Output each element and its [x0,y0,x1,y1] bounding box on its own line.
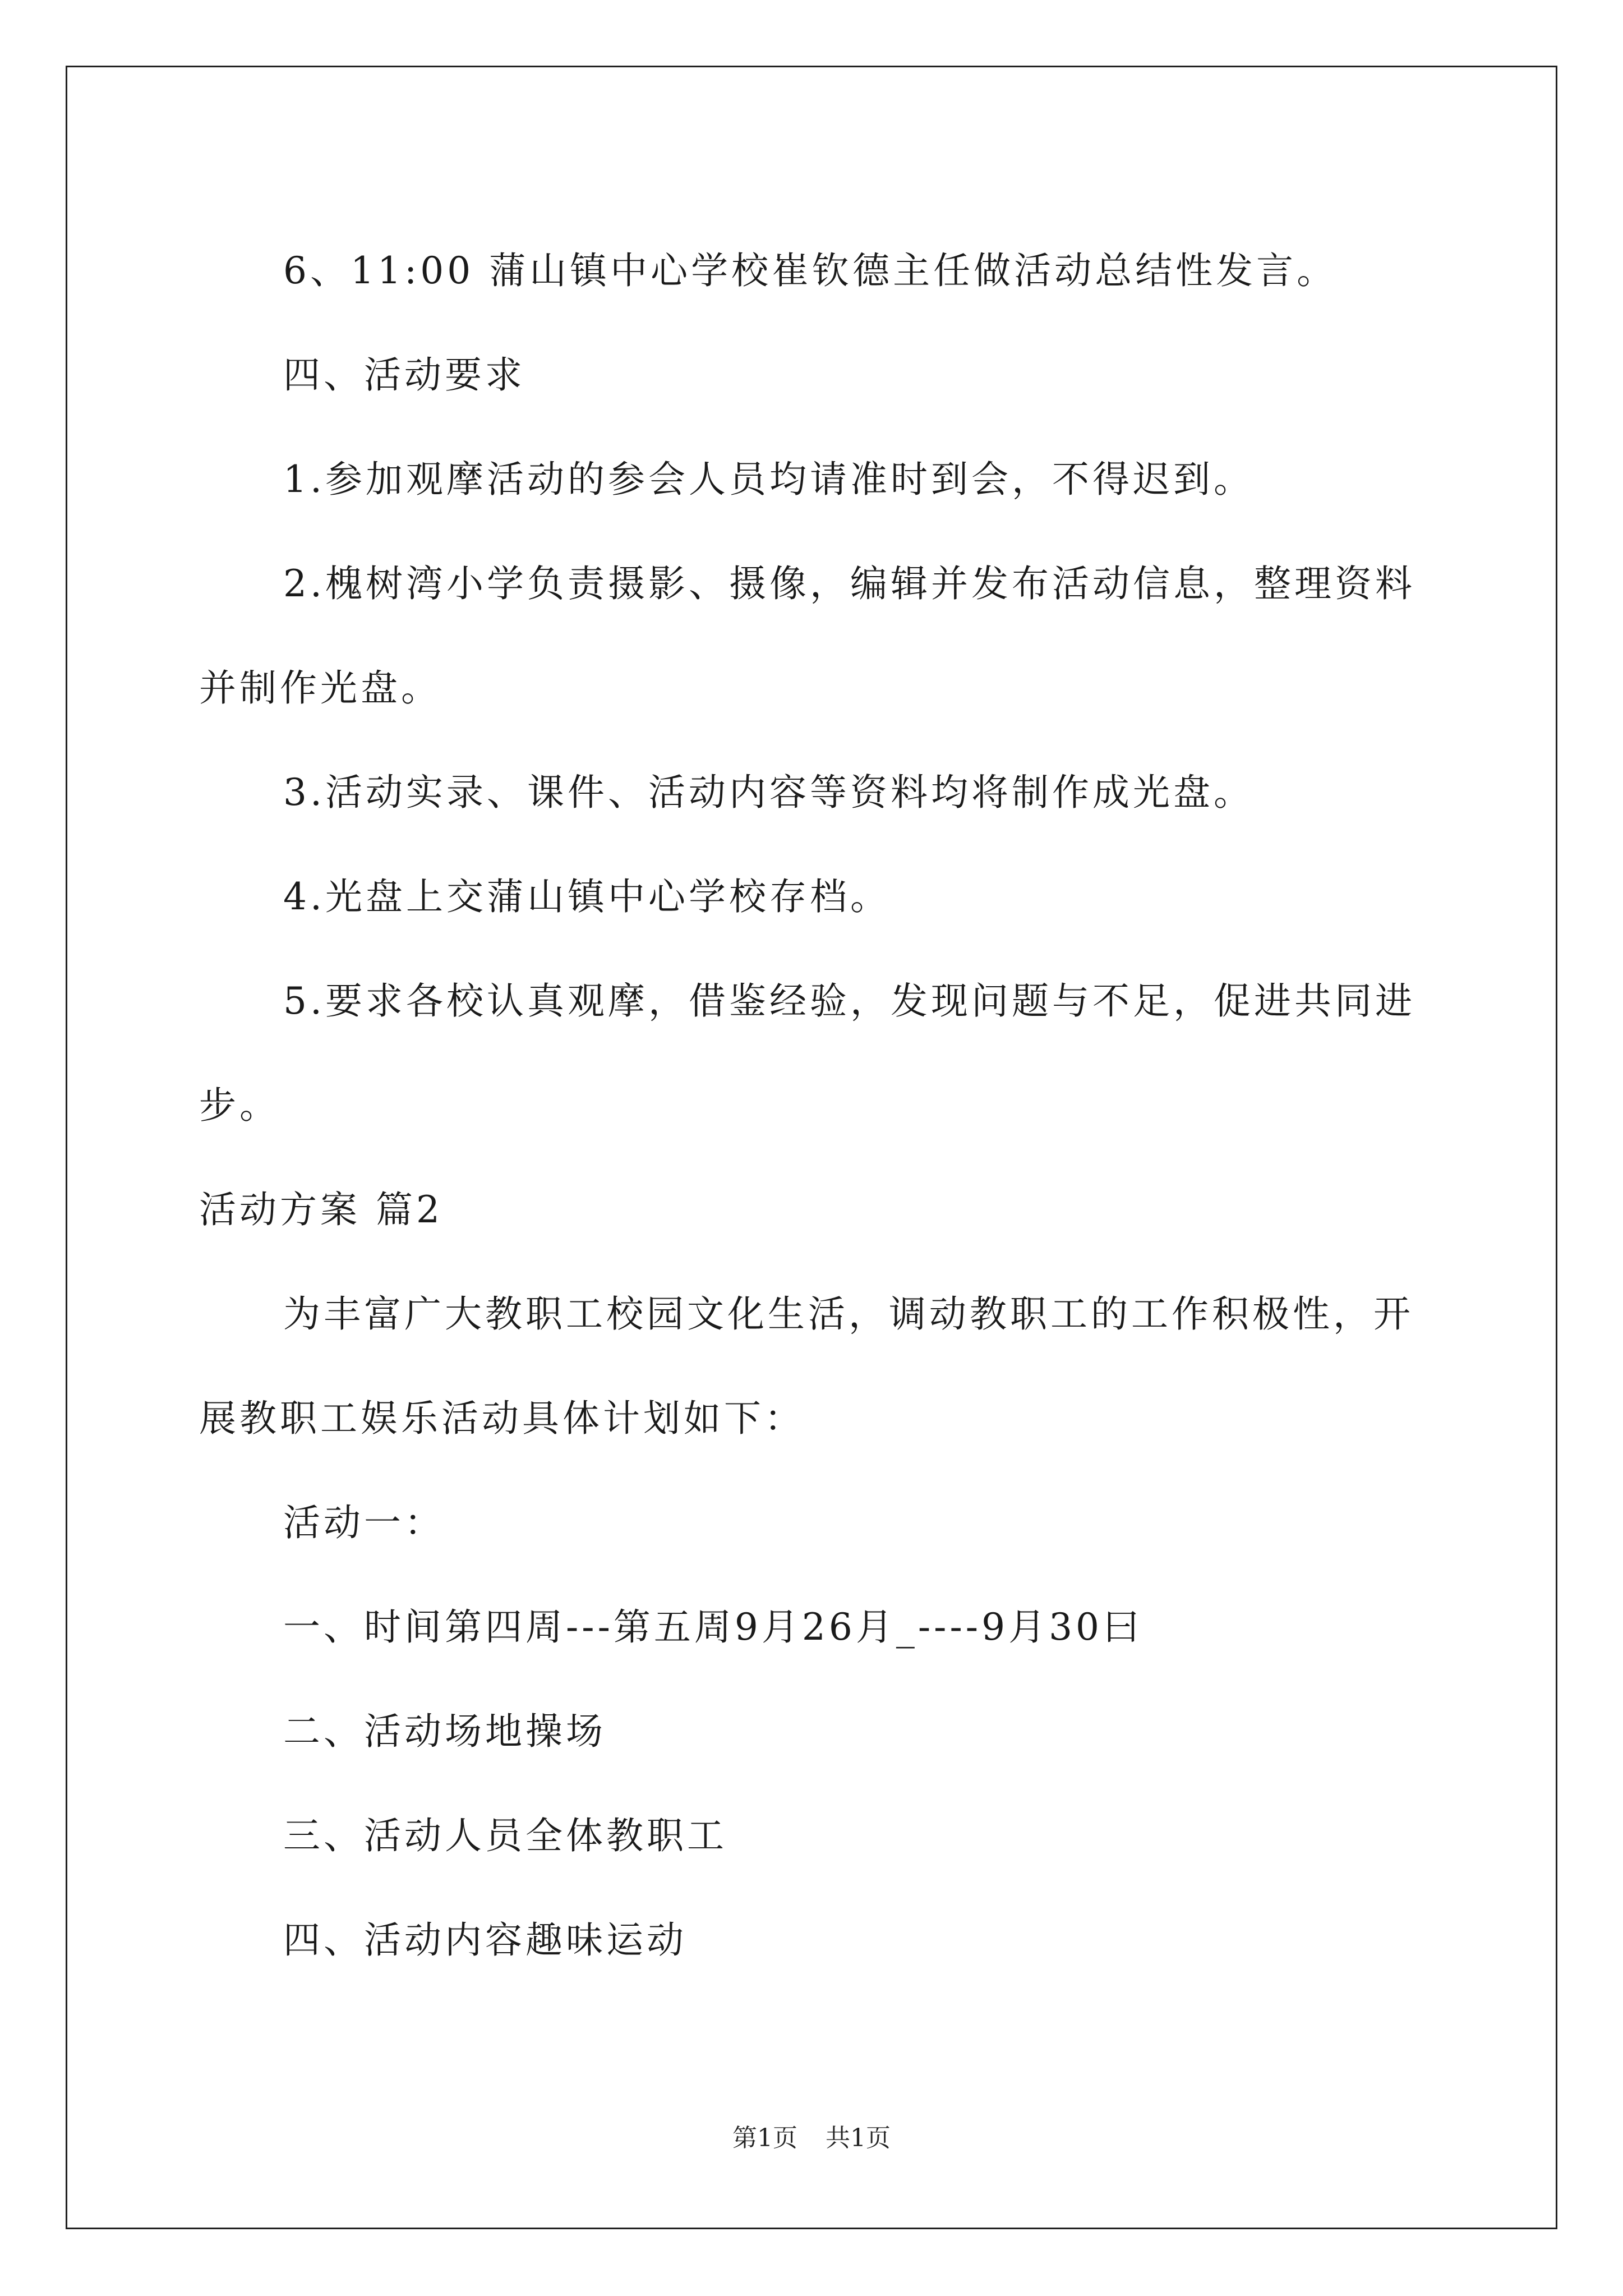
activity-time: 一、时间第四周---第五周9月26月_----9月30曰 [283,1605,1144,1649]
activity-venue: 二、活动场地操场 [283,1710,606,1753]
requirement-item-4: 4.光盘上交蒲山镇中心学校存档。 [283,875,891,918]
plan-intro: 为丰富广大教职工校园文化生活，调动教职工的工作积极性，开展教职工娱乐活动具体计划如下： [199,1292,1414,1440]
activity-content: 四、活动内容趣味运动 [283,1918,687,1962]
activity-participants: 三、活动人员全体教职工 [283,1814,727,1857]
section-heading-requirements: 四、活动要求 [283,353,525,397]
requirement-item-2: 2.槐树湾小学负责摄影、摄像，编辑并发布活动信息，整理资料并制作光盘。 [199,562,1415,710]
requirement-item-5: 5.要求各校认真观摩，借鉴经验，发现问题与不足，促进共同进步。 [199,979,1415,1127]
requirement-item-1: 1.参加观摩活动的参会人员均请准时到会，不得迟到。 [283,458,1254,501]
page-number: 第1页 [732,2124,797,2152]
page-footer [0,2118,1623,2154]
plan-title: 活动方案 篇2 [199,1188,443,1231]
requirement-item-3: 3.活动实录、课件、活动内容等资料均将制作成光盘。 [283,771,1254,814]
document-body [199,219,1433,1993]
activity-one-heading: 活动一： [283,1501,445,1544]
paragraph-closing-speech: 6、11:00 蒲山镇中心学校崔钦德主任做活动总结性发言。 [283,249,1338,292]
page-total: 共1页 [826,2124,891,2152]
